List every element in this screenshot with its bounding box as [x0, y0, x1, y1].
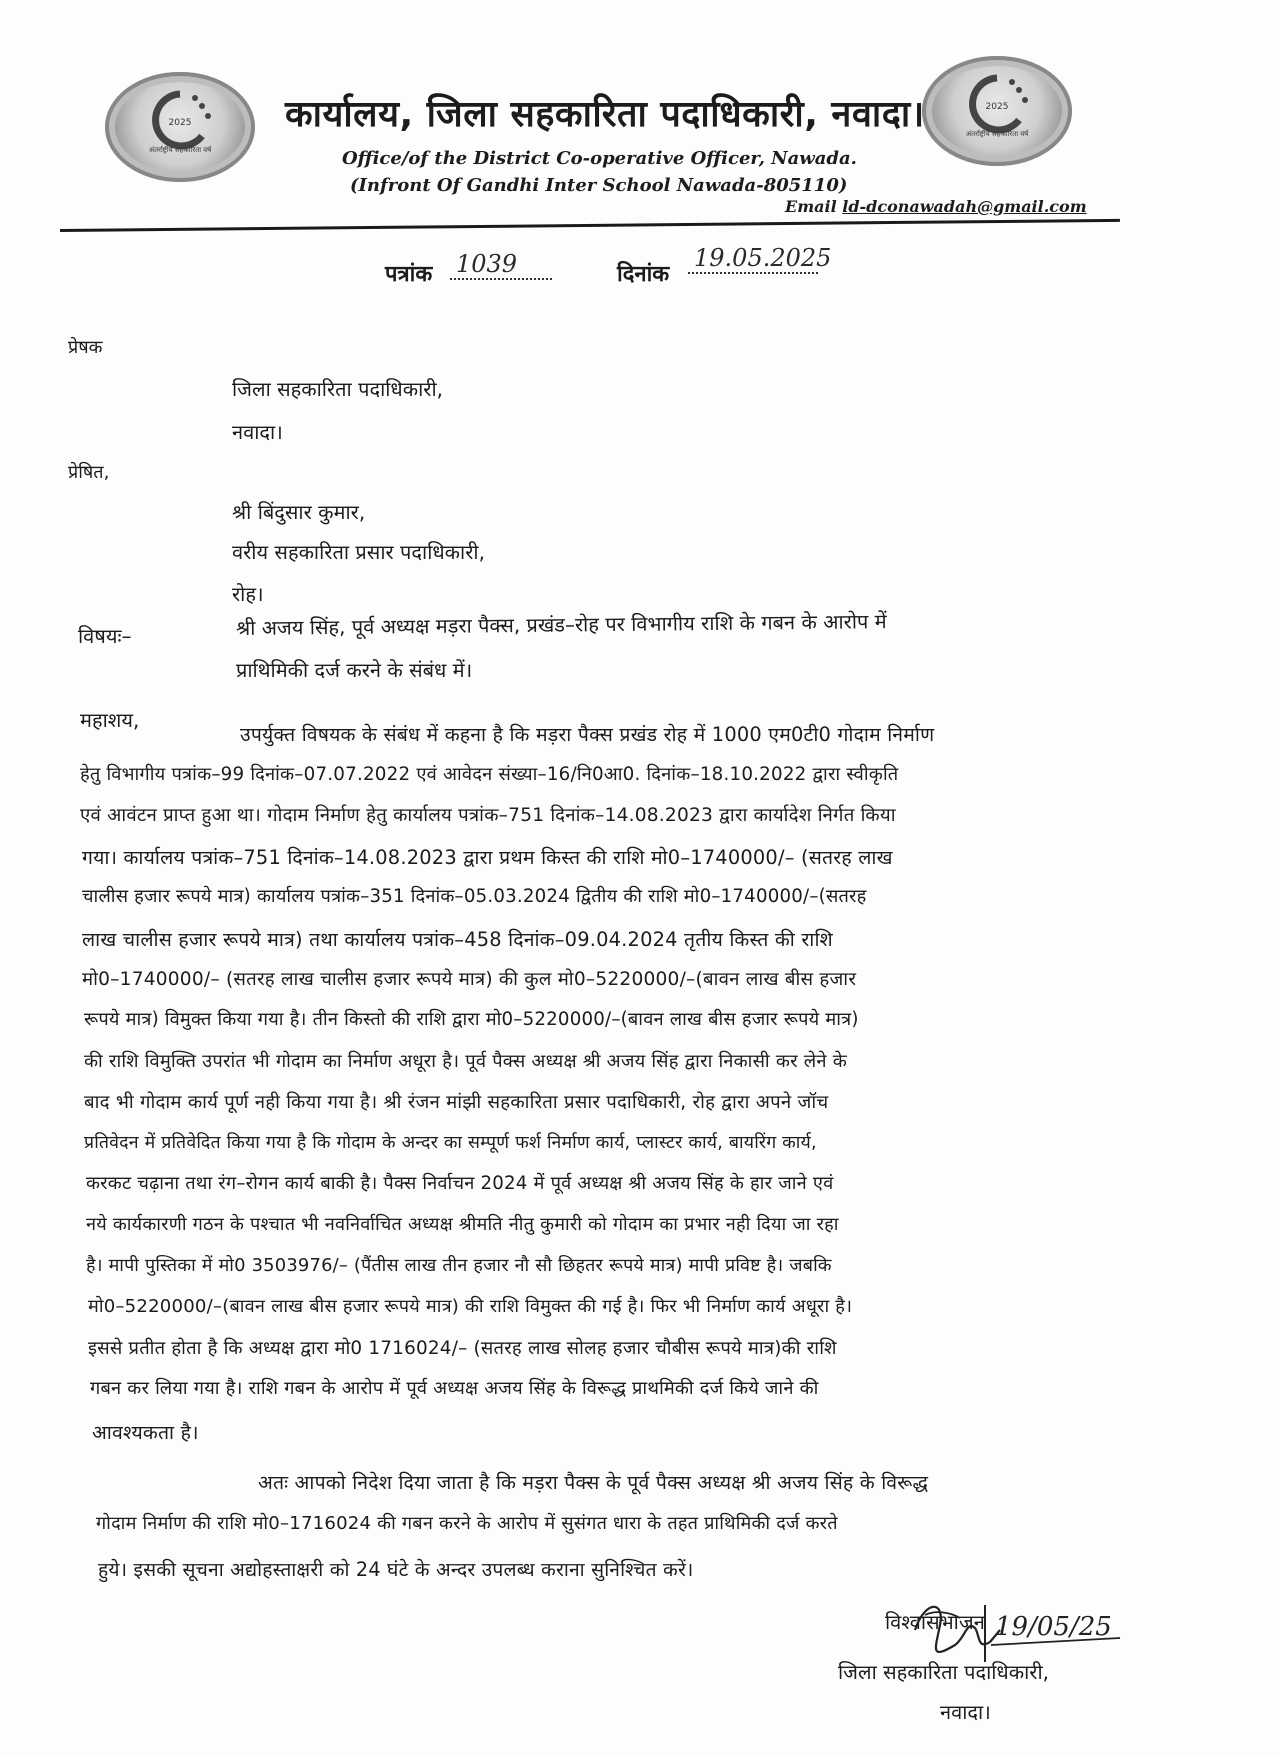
seal-caption-left: अंतर्राष्ट्रीय सहकारिता वर्ष [148, 146, 212, 154]
seal-year-left: 2025 [168, 118, 192, 128]
salutation: महाशय, [80, 708, 140, 732]
subject-line-1: श्री अजय सिंह, पूर्व अध्यक्ष मड़रा पैक्स, प्रखंड–रोह पर विभागीय राशि के गबन के आरोप में [235, 609, 887, 640]
para1-line: रूपये मात्र) विमुक्त किया गया है। तीन किस्तो की राशि द्वारा मो0–5220000/–(बावन लाख बीस हजार रूपये मात्र) [84, 1009, 859, 1030]
para1-line: आवश्यकता है। [92, 1421, 199, 1444]
signature-handwritten-date: 19/05/25 [995, 1612, 1112, 1642]
email-address[interactable]: ld-dconawadah@gmail.com [842, 197, 1087, 216]
para1-line: चालीस हजार रूपये मात्र) कार्यालय पत्रांक–351 दिनांक–05.03.2024 द्वितीय की राशि मो0–1740000/–(सतरह [82, 886, 867, 907]
para1-line: की राशि विमुक्ति उपरांत भी गोदाम का निर्माण अधूरा है। पूर्व पैक्स अध्यक्ष श्री अजय सिंह द्वारा निकासी कर लेने के [84, 1051, 847, 1072]
para1-line: उपर्युक्त विषयक के संबंध में कहना है कि मड़रा पैक्स प्रखंड रोह में 1000 एम0टी0 गोदाम निर्माण [240, 723, 935, 746]
office-email [785, 197, 1087, 216]
para1-line: इससे प्रतीत होता है कि अध्यक्ष द्वारा मो0 1716024/– (सतरह लाख सोलह हजार चौबीस रूपये मात्र)की राशि [88, 1338, 837, 1359]
para1-line: मो0–5220000/–(बावन लाख बीस हजार रूपये मात्र) की राशि विमुक्त की गई है। फिर भी निर्माण कार्य अधूरा है। [88, 1296, 853, 1317]
subject-line-2: प्राथिमिकी दर्ज करने के संबंध में। [236, 658, 473, 682]
sender-line-1: जिला सहकारिता पदाधिकारी, [232, 377, 443, 401]
email-label: Email [785, 197, 837, 216]
seal-year-right: 2025 [985, 102, 1009, 112]
para1-line: गबन कर लिया गया है। राशि गबन के आरोप में पूर्व अध्यक्ष अजय सिंह के विरूद्ध प्राथमिकी दर्ज किये जाने की [90, 1378, 819, 1399]
office-name-english: Office/of the District Co-operative Officer, Nawada. [342, 148, 857, 169]
subject-label: विषयः– [78, 624, 132, 648]
para2-line: हुये। इसकी सूचना अद्योहस्ताक्षरी को 24 घंटे के अन्दर उपलब्ध कराना सुनिश्चित करें। [98, 1558, 694, 1581]
signatory-designation: जिला सहकारिता पदाधिकारी, [838, 1660, 1049, 1684]
para1-line: है। मापी पुस्तिका में मो0 3503976/– (पैंतीस लाख तीन हजार नौ सौ छिहतर रूपये मात्र) मापी प्रविष्ट है। जबकि [86, 1255, 832, 1276]
para1-line: गया। कार्यालय पत्रांक–751 दिनांक–14.08.2023 द्वारा प्रथम किस्त की राशि मो0–1740000/– (सतरह लाख [82, 846, 893, 869]
para1-line: मो0–1740000/– (सतरह लाख चालीस हजार रूपये मात्र) की कुल मो0–5220000/–(बावन लाख बीस हजार [82, 969, 857, 990]
closing-text: विश्वासभाजन [885, 1610, 985, 1634]
para2-line: अतः आपको निदेश दिया जाता है कि मड़रा पैक्स के पूर्व पैक्स अध्यक्ष श्री अजय सिंह के विरूद्ध [258, 1471, 929, 1494]
para1-line: करकट चढ़ाना तथा रंग–रोगन कार्य बाकी है। पैक्स निर्वाचन 2024 में पूर्व अध्यक्ष श्री अजय सिंह के हार जाने एवं [86, 1173, 834, 1194]
seal-caption-right: अंतर्राष्ट्रीय सहकारिता वर्ष [965, 130, 1029, 138]
recipient-line-3: रोह। [232, 582, 264, 606]
para1-line: प्रतिवेदन में प्रतिवेदित किया गया है कि गोदाम के अन्दर का सम्पूर्ण फर्श निर्माण कार्य, प्लास्टर कार्य, बायरिंग कार्य, [84, 1133, 817, 1153]
para2-line: गोदाम निर्माण की राशि मो0–1716024 की गबन करने के आरोप में सुसंगत धारा के तहत प्राथिमिकी दर्ज करते [96, 1513, 838, 1534]
para1-line: लाख चालीस हजार रूपये मात्र) तथा कार्यालय पत्रांक–458 दिनांक–09.04.2024 तृतीय किस्त की राशि [82, 928, 833, 951]
recipient-label: प्रेषित, [68, 462, 110, 483]
signatory-place: नवादा। [940, 1700, 991, 1724]
letter-date-value: 19.05.2025 [688, 244, 818, 274]
office-seal-left [105, 72, 255, 182]
office-name-hindi: कार्यालय, जिला सहकारिता पदाधिकारी, नवादा। [285, 94, 925, 135]
header-divider [60, 219, 1120, 232]
sender-label: प्रेषक [68, 337, 103, 358]
office-address: (Infront Of Gandhi Inter School Nawada-805110) [350, 175, 848, 196]
letter-number-label: पत्रांक [385, 262, 433, 287]
para1-line: एवं आवंटन प्राप्त हुआ था। गोदाम निर्माण हेतु कार्यालय पत्रांक–751 दिनांक–14.08.2023 द्वारा कार्यादेश निर्गत किया [80, 805, 896, 826]
recipient-line-2: वरीय सहकारिता प्रसार पदाधिकारी, [232, 540, 485, 564]
para1-line: नये कार्यकारणी गठन के पश्चात भी नवनिर्वाचित अध्यक्ष श्रीमति नीतु कुमारी को गोदाम का प्रभार नही दिया जा रहा [86, 1214, 839, 1235]
recipient-line-1: श्री बिंदुसार कुमार, [232, 500, 366, 524]
letter-number-value: 1039 [450, 250, 552, 280]
para1-line: हेतु विभागीय पत्रांक–99 दिनांक–07.07.2022 एवं आवेदन संख्या–16/नि0आ0. दिनांक–18.10.2022 द्वारा स्वीकृति [80, 764, 899, 785]
sender-line-2: नवादा। [232, 420, 283, 444]
para1-line: बाद भी गोदाम कार्य पूर्ण नही किया गया है। श्री रंजन मांझी सहकारिता प्रसार पदाधिकारी, रोह द्वारा अपने जॉच [84, 1092, 829, 1113]
office-seal-right [922, 56, 1072, 166]
letter-date-label: दिनांक [617, 262, 670, 287]
